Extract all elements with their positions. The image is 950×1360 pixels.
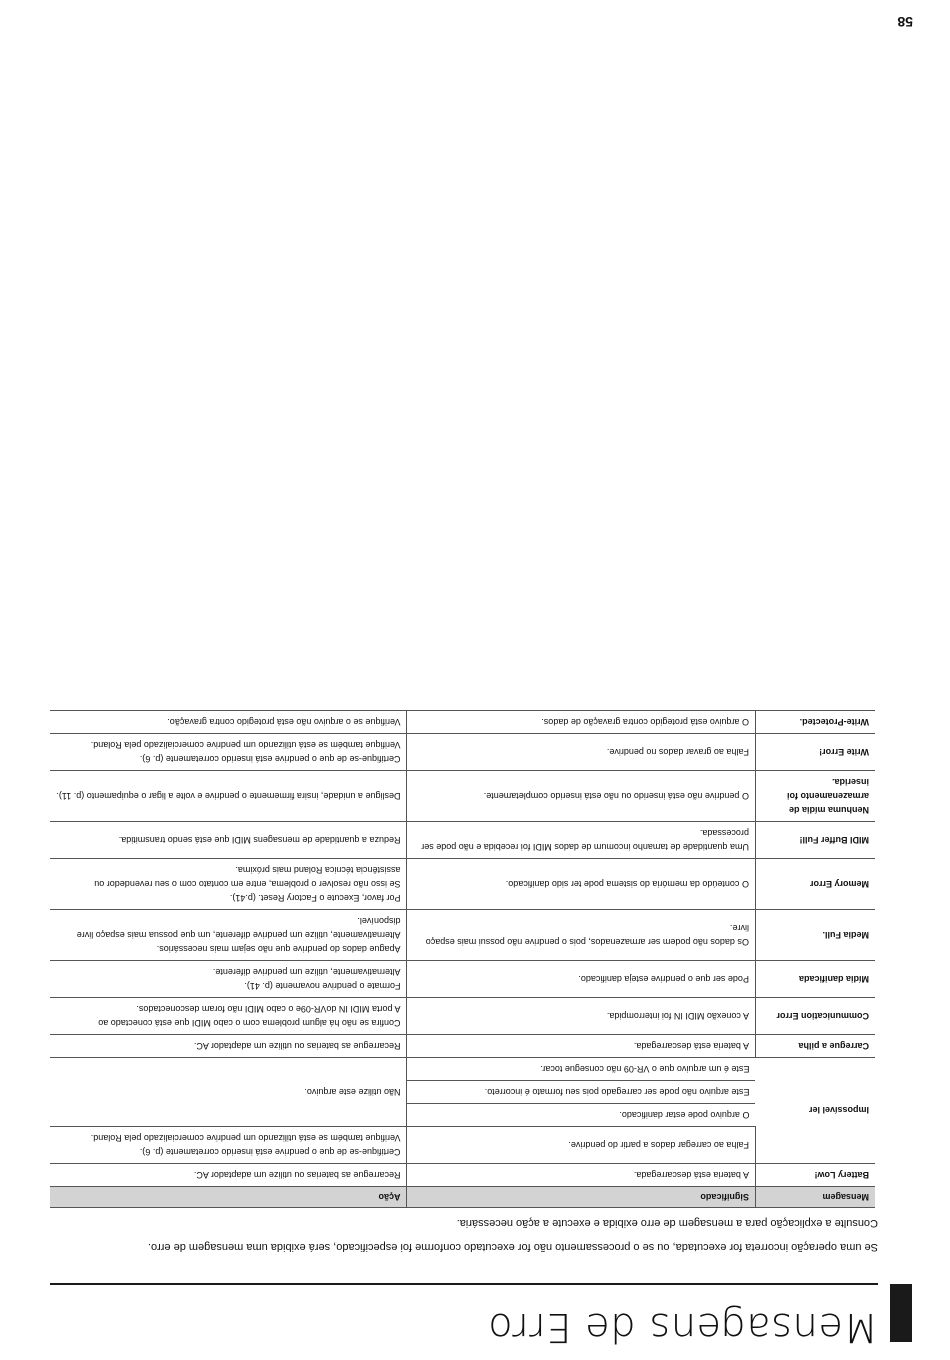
meaning-cell: O arquivo está protegido contra gravação de dados. [407,711,755,734]
meaning-cell: A bateria está descarregada. [407,1035,755,1058]
action-cell: Reduza a quantidade de mensagens MIDI que está sendo transmitida. [50,822,407,859]
table-row [50,961,875,998]
message-cell: MIDI Buffer Full! [755,822,875,859]
table-header-row [50,1187,875,1208]
action-line: Confira se não há algum problema com o cabo MIDI que está conectado ao [98,1018,401,1028]
header-meaning: Significado [407,1187,755,1208]
message-cell: Memory Error [755,859,875,910]
title-marker-bar [890,1284,912,1342]
table-row [50,711,875,734]
action-line: Certifique-se de que o pendrive está inserido corretamente (p. 6). [139,754,401,764]
action-cell: Desligue a unidade, insira firmemente o pendrive e volte a ligar o equipamento (p. 11). [50,771,407,822]
table-row [50,1127,875,1164]
action-line: Apague dados do pendrive que não sejam mais necessários. [156,944,401,954]
table-row [50,771,875,822]
meaning-cell: O conteúdo da memória do sistema pode ter sido danificado. [407,859,755,910]
message-cell: Write-Protected. [755,711,875,734]
action-line: A porta MIDI IN doVR-09e o cabo MIDI não foram desconectados. [136,1004,401,1014]
page-title: Mensagens de Erro [487,1304,878,1350]
action-line: Se isso não resolver o problema, entre em contato com o seu revendedor ou assistência técnica Roland mais próxima. [94,865,401,889]
message-cell: Battery Low! [755,1164,875,1187]
action-line: Alternativamente, utilize um pendrive diferente. [212,967,401,977]
meaning-cell: Este arquivo não pode ser carregado pois seu formato é incorreto. [407,1081,755,1104]
meaning-cell: Este é um arquivo que o VR-09 não consegue tocar. [407,1058,755,1081]
action-cell: Recarregue as baterias ou utilize um adaptador AC. [50,1035,407,1058]
table-row [50,1104,875,1127]
header-message: Mensagem [755,1187,875,1208]
action-cell: Verifique se o arquivo não está protegido contra gravação. [50,711,407,734]
message-cell: Communication Error [755,998,875,1035]
message-cell: Write Error! [755,734,875,771]
action-line: Alternativamente, utilize um pendrive diferente, um que possua mais espaço livre disponível. [76,916,401,940]
meaning-cell: Os dados não podem ser armazenados, pois o pendrive não possui mais espaço livre. [407,910,755,961]
meaning-cell: A bateria está descarregada. [407,1164,755,1187]
action-cell [50,734,407,771]
table-row [50,859,875,910]
message-cell: Impossível ler [755,1058,875,1164]
action-cell: Recarregue as baterias ou utilize um adaptador AC. [50,1164,407,1187]
header-action: Ação [50,1187,407,1208]
action-line: Verifique também se está utilizando um pendrive comercializado pela Roland. [90,1133,401,1143]
message-cell: Nenhuma mídia de armazenamento foi inserida. [755,771,875,822]
meaning-cell: Uma quantidade de tamanho incomum de dados MIDI foi recebida e não pode ser processada. [407,822,755,859]
message-cell: Media Full. [755,910,875,961]
action-line: Certifique-se de que o pendrive está inserido corretamente (p. 6). [139,1147,401,1157]
action-line: Por favor, Execute o Factory Reset. (p.41). [229,893,401,903]
action-cell [50,910,407,961]
table-row [50,1035,875,1058]
table-row [50,822,875,859]
meaning-cell: Pode ser que o pendrive esteja danificado. [407,961,755,998]
message-cell: Carregue a pilha [755,1035,875,1058]
table-row [50,910,875,961]
action-cell [50,859,407,910]
intro-line-2: Consulte a explicação para a mensagem de erro exibida e execute a ação necessária. [456,1217,878,1229]
action-cell [50,1127,407,1164]
table-row [50,998,875,1035]
meaning-cell: O pendrive não está inserido ou não está inserido completamente. [407,771,755,822]
action-cell: Não utilize este arquivo. [50,1058,407,1127]
action-line: Verifique também se está utilizando um pendrive comercializado pela Roland. [90,740,401,750]
title-divider [50,1283,878,1285]
meaning-cell: Falha ao gravar dados no pendrive. [407,734,755,771]
meaning-cell: Falha ao carregar dados a partir do pendrive. [407,1127,755,1164]
action-cell [50,998,407,1035]
message-cell: Mídia danificada [755,961,875,998]
meaning-cell: O arquivo pode estar danificado. [407,1104,755,1127]
meaning-cell: A conexão MIDI IN foi interrompida. [407,998,755,1035]
action-cell [50,961,407,998]
action-line: Formate o pendrive novamente (p. 41). [244,981,401,991]
page-number: 58 [897,14,913,30]
table-row [50,734,875,771]
intro-line-1: Se uma operação incorreta for executada, ou se o processamento não for executado conforme foi especificado, será exibida uma mensagem de erro. [147,1241,878,1253]
error-messages-table [50,710,875,1208]
table-row [50,1164,875,1187]
intro-text [48,1211,878,1259]
